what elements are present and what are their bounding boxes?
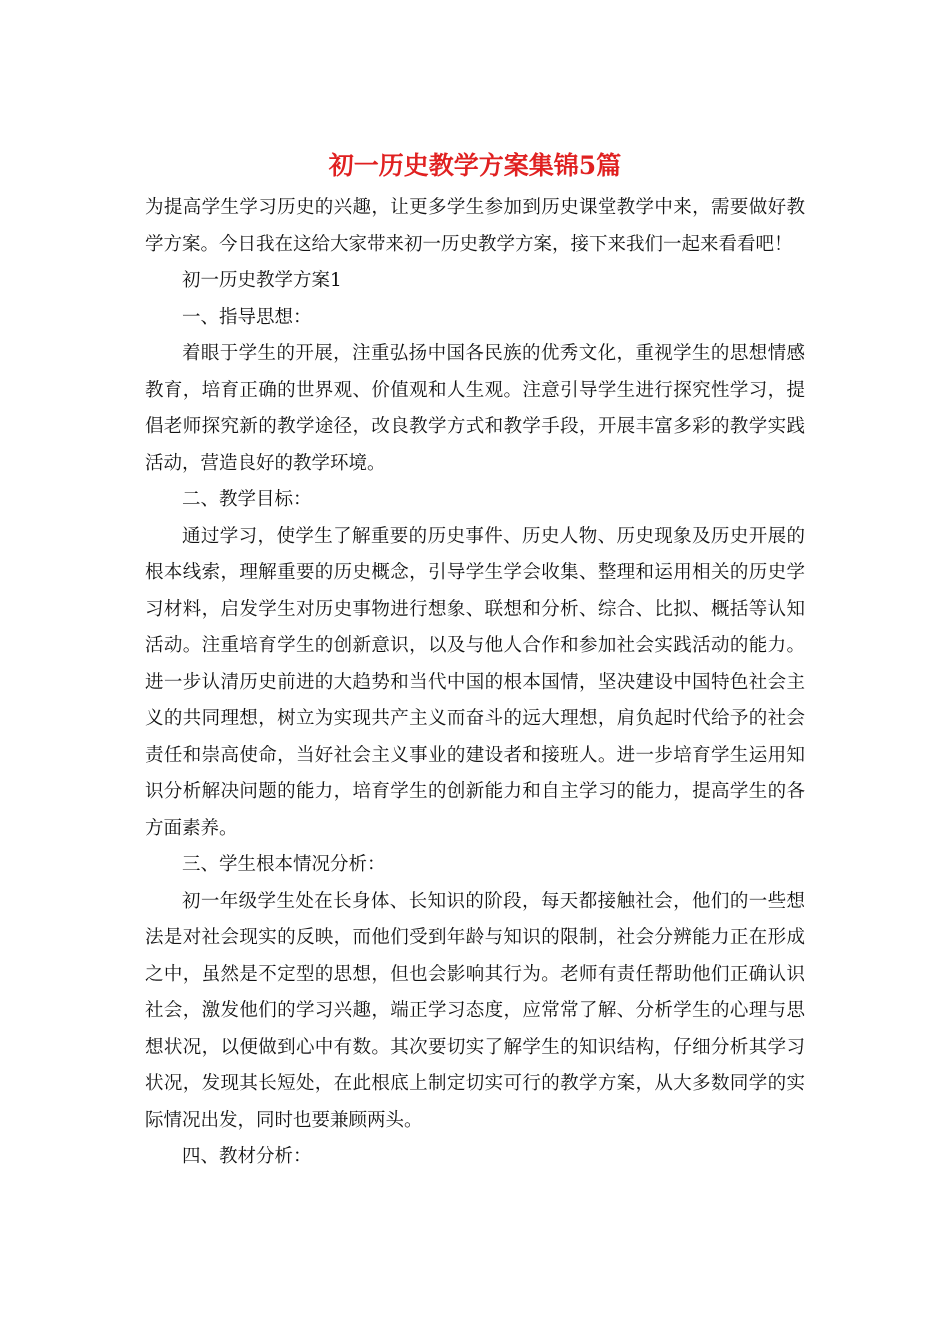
paragraph-student-analysis: 初一年级学生处在长身体、长知识的阶段，每天都接触社会，他们的一些想法是对社会现实的反映，而他们受到年龄与知识的限制，社会分辨能力正在形成之中，虽然是不定型的思想，但也会影响其行为。老师有责任帮助他们正确认识社会，激发他们的学习兴趣，端正学习态度，应常常了解、分析学生的心理与思想状况，以便做到心中有数。其次要切实了解学生的知识结构，仔细分析其学习状况，发现其长短处，在此根底上制定切实可行的教学方案，从大多数同学的实际情况出发，同时也要兼顾两头。 bbox=[145, 890, 805, 1131]
document-body bbox=[145, 190, 805, 1176]
section-heading-teaching-goals: 二、教学目标： bbox=[182, 489, 312, 510]
section-heading-plan-1: 初一历史教学方案1 bbox=[182, 270, 342, 291]
document-title: 初一历史教学方案集锦5篇 bbox=[328, 151, 622, 180]
paragraph-guiding-thought: 着眼于学生的开展，注重弘扬中国各民族的优秀文化，重视学生的思想情感教育，培育正确的世界观、价值观和人生观。注意引导学生进行探究性学习，提倡老师探究新的教学途径，改良教学方式和教学手段，开展丰富多彩的教学实践活动，营造良好的教学环境。 bbox=[145, 343, 805, 474]
section-heading-guiding-thought: 一、指导思想： bbox=[182, 306, 312, 328]
section-heading-textbook-analysis: 四、教材分析： bbox=[182, 1146, 312, 1167]
paragraph-teaching-goals: 通过学习，使学生了解重要的历史事件、历史人物、历史现象及历史开展的根本线索，理解重要的历史概念，引导学生学会收集、整理和运用相关的历史学习材料，启发学生对历史事物进行想象、联想和分析、综合、比拟、概括等认知活动。注重培育学生的创新意识，以及与他人合作和参加社会实践活动的能力。进一步认清历史前进的大趋势和当代中国的根本国情，坚决建设中国特色社会主义的共同理想，树立为实现共产主义而奋斗的远大理想，肩负起时代给予的社会责任和崇高使命，当好社会主义事业的建设者和接班人。进一步培育学生运用知识分析解决问题的能力，培育学生的创新能力和自主学习的能力，提高学生的各方面素养。 bbox=[145, 525, 805, 839]
intro-paragraph: 为提高学生学习历史的兴趣，让更多学生参加到历史课堂教学中来，需要做好教学方案。今日我在这给大家带来初一历史教学方案，接下来我们一起来看看吧！ bbox=[145, 197, 805, 255]
section-heading-student-analysis: 三、学生根本情况分析： bbox=[182, 854, 386, 875]
